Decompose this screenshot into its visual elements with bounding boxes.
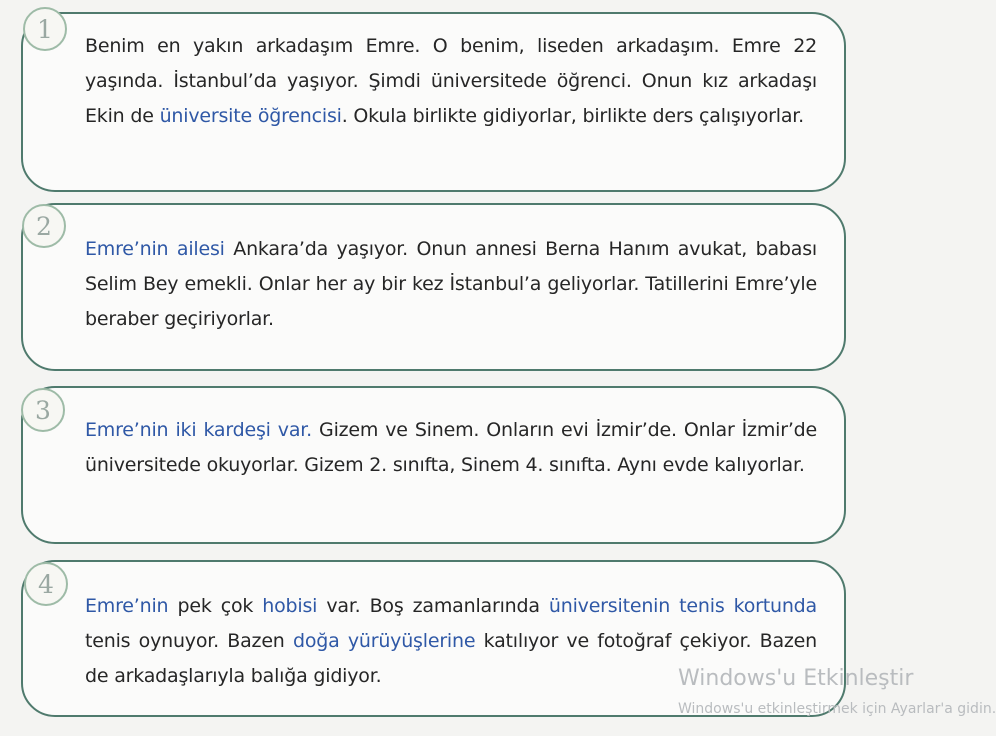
section-3-text-part: Gizem ve Sinem. Onların evi İzmir’de. Onlar İzmir’de üniversitede okuyorlar. Gizem 2. sınıfta, Sinem 4. sınıfta. Aynı evde kalıyorlar. (85, 419, 818, 476)
section-3-number-badge: 3 (21, 388, 65, 432)
windows-activation-watermark-subtitle: Windows'u etkinleştirmek için Ayarlar'a gidin. (678, 701, 996, 717)
section-2-text-part: Ankara’da yaşıyor. Onun annesi Berna Hanım avukat, babası Selim Bey emekli. Onlar her ay bir kez İstanbul’a geliyorlar. Tatillerini Emre’yle beraber geçiriyorlar. (85, 238, 818, 330)
windows-activation-watermark-title: Windows'u Etkinleştir (678, 666, 914, 691)
section-4-highlight: Emre’nin (85, 595, 169, 617)
section-1-text (85, 29, 817, 134)
section-1-highlight: üniversite öğrencisi (159, 105, 342, 127)
section-4-text-part: var. Boş zamanlarında (317, 595, 549, 617)
section-4-text-part: pek çok (168, 595, 263, 617)
section-1-text-part: Benim en yakın arkadaşım Emre. O benim, liseden arkadaşım. Emre 22 yaşında. İstanbul’da yaşıyor. Şimdi üniversitede öğrenci. Onun kız arkadaşı Ekin de (85, 35, 817, 127)
section-3-text (85, 413, 817, 483)
section-4-text-part: tenis oynuyor. Bazen (85, 630, 293, 652)
section-2-number-badge: 2 (22, 204, 66, 248)
section-4-text-part: katılıyor ve fotoğraf çekiyor. Bazen de arkadaşlarıyla balığa gidiyor. (85, 630, 817, 687)
section-3-highlight: Emre’nin iki kardeşi var. (85, 419, 312, 441)
section-1-number-badge: 1 (23, 7, 67, 51)
section-4-highlight: hobisi (262, 595, 318, 617)
section-4-highlight: doğa yürüyüşlerine (292, 630, 476, 652)
section-4-number-badge: 4 (24, 562, 68, 606)
section-4-highlight: üniversitenin tenis kortunda (548, 595, 817, 617)
section-2-text (85, 232, 817, 337)
section-2-highlight: Emre’nin ailesi (85, 238, 225, 260)
section-1-text-part: . Okula birlikte gidiyorlar, birlikte ders çalışıyorlar. (341, 105, 804, 127)
